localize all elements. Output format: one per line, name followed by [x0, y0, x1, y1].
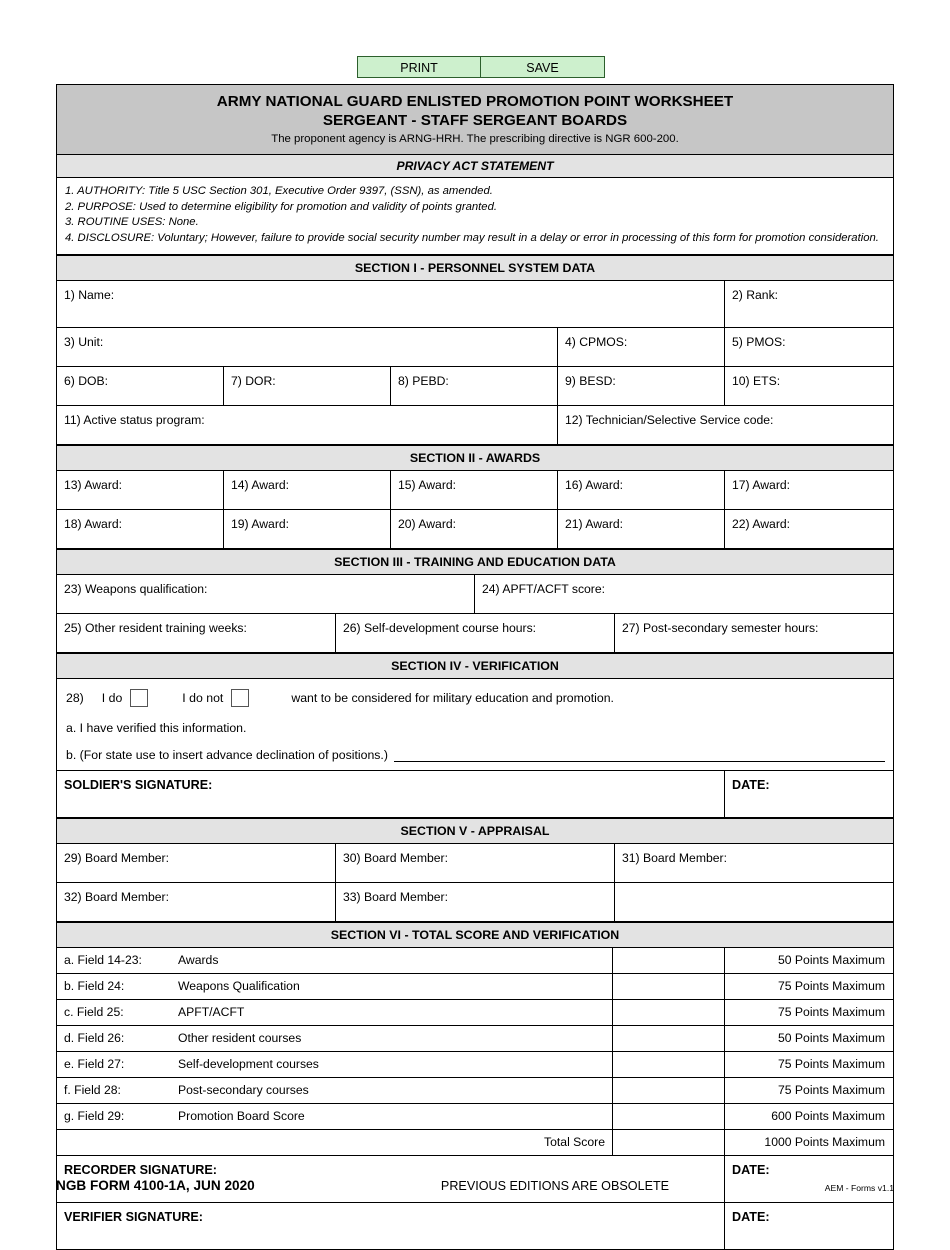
section-6-band: SECTION VI - TOTAL SCORE AND VERIFICATION	[57, 922, 893, 948]
score-input-e[interactable]	[613, 1052, 725, 1077]
score-input-b[interactable]	[613, 974, 725, 999]
i-do-not-label: I do not	[182, 691, 224, 705]
form-number: NGB FORM 4100-1A, JUN 2020	[56, 1178, 255, 1193]
consideration-text: want to be considered for military education and promotion.	[291, 691, 614, 705]
score-row-d	[57, 1026, 893, 1052]
score-input-c[interactable]	[613, 1000, 725, 1025]
field-award-18[interactable]: 18) Award:	[57, 510, 224, 548]
score-row-a	[57, 948, 893, 974]
advance-declination-input[interactable]	[394, 749, 885, 762]
score-input-a[interactable]	[613, 948, 725, 973]
field-dor[interactable]: 7) DOR:	[224, 367, 391, 405]
field-award-17[interactable]: 17) Award:	[732, 478, 791, 492]
advance-declination-label: b. (For state use to insert advance declination of positions.)	[66, 748, 388, 762]
field-unit[interactable]: 3) Unit:	[57, 328, 558, 366]
field-board-member-blank[interactable]	[615, 883, 893, 921]
field-apft-acft-score[interactable]: 24) APFT/ACFT score:	[482, 582, 606, 596]
section-1-row-3	[57, 367, 893, 406]
score-field-label-d: d. Field 26:	[64, 1031, 125, 1045]
score-field-label-g: g. Field 29:	[64, 1109, 125, 1123]
score-desc-a: Awards	[172, 948, 613, 973]
privacy-act-band: PRIVACY ACT STATEMENT	[57, 155, 893, 178]
form-title-line1: ARMY NATIONAL GUARD ENLISTED PROMOTION POINT WORKSHEET	[216, 93, 734, 110]
score-desc-d: Other resident courses	[172, 1026, 613, 1051]
score-input-d[interactable]	[613, 1026, 725, 1051]
field-award-21[interactable]: 21) Award:	[558, 510, 725, 548]
privacy-line-2: 2. PURPOSE: Used to determine eligibility for promotion and validity of points granted.	[65, 200, 498, 213]
print-button[interactable]: PRINT	[357, 56, 481, 78]
field-pmos[interactable]: 5) PMOS:	[732, 335, 786, 349]
verified-info-line: a. I have verified this information.	[66, 721, 247, 735]
i-do-not-checkbox[interactable]	[231, 689, 249, 707]
recorder-signature-field[interactable]: RECORDER SIGNATURE:	[57, 1156, 725, 1202]
section-1-band: SECTION I - PERSONNEL SYSTEM DATA	[57, 255, 893, 281]
field-board-member-33[interactable]: 33) Board Member:	[336, 883, 615, 921]
field-active-status-program[interactable]: 11) Active status program:	[57, 406, 558, 444]
field-ets[interactable]: 10) ETS:	[732, 374, 781, 388]
i-do-checkbox[interactable]	[130, 689, 148, 707]
field-cpmos[interactable]: 4) CPMOS:	[558, 328, 725, 366]
field-other-resident-training-weeks[interactable]: 25) Other resident training weeks:	[57, 614, 336, 652]
score-field-label-b: b. Field 24:	[64, 979, 125, 993]
score-row-e	[57, 1052, 893, 1078]
recorder-signature-date-field[interactable]: DATE:	[732, 1163, 770, 1177]
i-do-label: I do	[101, 691, 123, 705]
score-input-g[interactable]	[613, 1104, 725, 1129]
total-score-max: 1000 Points Maximum	[764, 1135, 885, 1149]
total-score-label: Total Score	[57, 1130, 613, 1155]
score-row-f	[57, 1078, 893, 1104]
section-4-band: SECTION IV - VERIFICATION	[57, 653, 893, 679]
field-award-16[interactable]: 16) Award:	[558, 471, 725, 509]
score-max-a: 50 Points Maximum	[777, 953, 885, 967]
score-row-g	[57, 1104, 893, 1130]
field-technician-selective-service-code[interactable]: 12) Technician/Selective Service code:	[565, 413, 774, 427]
field-board-member-30[interactable]: 30) Board Member:	[336, 844, 615, 882]
field-self-development-course-hours[interactable]: 26) Self-development course hours:	[336, 614, 615, 652]
section-2-row-2	[57, 510, 893, 549]
save-button[interactable]: SAVE	[481, 56, 605, 78]
section-3-row-1	[57, 575, 893, 614]
score-field-label-a: a. Field 14-23:	[64, 953, 142, 967]
section-3-band: SECTION III - TRAINING AND EDUCATION DATA	[57, 549, 893, 575]
verifier-signature-row	[57, 1203, 893, 1249]
total-score-input[interactable]	[613, 1130, 725, 1155]
form-header	[57, 85, 893, 155]
section-2-band: SECTION II - AWARDS	[57, 445, 893, 471]
privacy-act-text	[57, 178, 893, 255]
field-award-19[interactable]: 19) Award:	[224, 510, 391, 548]
soldier-signature-date-field[interactable]: DATE:	[732, 778, 770, 792]
field-dob[interactable]: 6) DOB:	[57, 367, 224, 405]
score-max-f: 75 Points Maximum	[777, 1083, 885, 1097]
field-board-member-32[interactable]: 32) Board Member:	[57, 883, 336, 921]
score-field-label-e: e. Field 27:	[64, 1057, 125, 1071]
field-weapons-qualification[interactable]: 23) Weapons qualification:	[57, 575, 475, 613]
field-award-15[interactable]: 15) Award:	[391, 471, 558, 509]
score-field-label-f: f. Field 28:	[64, 1083, 121, 1097]
score-max-g: 600 Points Maximum	[771, 1109, 885, 1123]
field-besd[interactable]: 9) BESD:	[558, 367, 725, 405]
section-3-row-2	[57, 614, 893, 653]
score-max-c: 75 Points Maximum	[777, 1005, 885, 1019]
score-max-d: 50 Points Maximum	[777, 1031, 885, 1045]
score-row-b	[57, 974, 893, 1000]
score-desc-f: Post-secondary courses	[172, 1078, 613, 1103]
field-award-20[interactable]: 20) Award:	[391, 510, 558, 548]
section-2-row-1	[57, 471, 893, 510]
field-board-member-31[interactable]: 31) Board Member:	[622, 851, 727, 865]
score-max-e: 75 Points Maximum	[777, 1057, 885, 1071]
previous-editions-note: PREVIOUS EDITIONS ARE OBSOLETE	[440, 1179, 670, 1193]
score-desc-e: Self-development courses	[172, 1052, 613, 1077]
total-score-row	[57, 1130, 893, 1156]
form-title-line2: SERGEANT - STAFF SERGEANT BOARDS	[322, 112, 628, 129]
field-award-13[interactable]: 13) Award:	[57, 471, 224, 509]
consideration-question	[66, 689, 885, 707]
verifier-signature-date-field[interactable]: DATE:	[732, 1210, 770, 1224]
privacy-line-3: 3. ROUTINE USES: None.	[65, 216, 199, 228]
field-rank[interactable]: 2) Rank:	[732, 288, 779, 302]
form-action-buttons	[357, 56, 605, 78]
score-field-label-c: c. Field 25:	[64, 1005, 124, 1019]
score-row-c	[57, 1000, 893, 1026]
score-desc-g: Promotion Board Score	[172, 1104, 613, 1129]
field-board-member-29[interactable]: 29) Board Member:	[57, 844, 336, 882]
score-max-b: 75 Points Maximum	[777, 979, 885, 993]
soldier-signature-field[interactable]: SOLDIER'S SIGNATURE:	[57, 771, 725, 817]
section-1-row-2	[57, 328, 893, 367]
section-1-row-1	[57, 281, 893, 328]
section-4-signature-row	[57, 771, 893, 818]
field-pebd[interactable]: 8) PEBD:	[391, 367, 558, 405]
field-award-14[interactable]: 14) Award:	[224, 471, 391, 509]
score-desc-c: APFT/ACFT	[172, 1000, 613, 1025]
form-subtitle: The proponent agency is ARNG-HRH. The prescribing directive is NGR 600-200.	[271, 133, 679, 145]
score-desc-b: Weapons Qualification	[172, 974, 613, 999]
privacy-line-1: 1. AUTHORITY: Title 5 USC Section 301, Executive Order 9397, (SSN), as amended.	[65, 185, 493, 197]
form-footer	[56, 1178, 894, 1193]
form-version: AEM - Forms v1.1	[824, 1183, 894, 1193]
section-5-row-2	[57, 883, 893, 922]
section-5-row-1	[57, 844, 893, 883]
field-post-secondary-semester-hours[interactable]: 27) Post-secondary semester hours:	[622, 621, 819, 635]
verifier-signature-field[interactable]: VERIFIER SIGNATURE:	[57, 1203, 725, 1249]
field-name[interactable]: 1) Name:	[57, 281, 725, 327]
section-4-body	[57, 679, 893, 771]
score-input-f[interactable]	[613, 1078, 725, 1103]
privacy-line-4: 4. DISCLOSURE: Voluntary; However, failure to provide social security number may result in a delay or error in processing of this form for promotion consideration.	[65, 231, 879, 244]
question-number: 28)	[66, 691, 84, 705]
field-award-22[interactable]: 22) Award:	[732, 517, 791, 531]
section-1-row-4	[57, 406, 893, 445]
advance-declination-line	[66, 748, 885, 762]
section-5-band: SECTION V - APPRAISAL	[57, 818, 893, 844]
promotion-point-worksheet	[56, 84, 894, 1250]
